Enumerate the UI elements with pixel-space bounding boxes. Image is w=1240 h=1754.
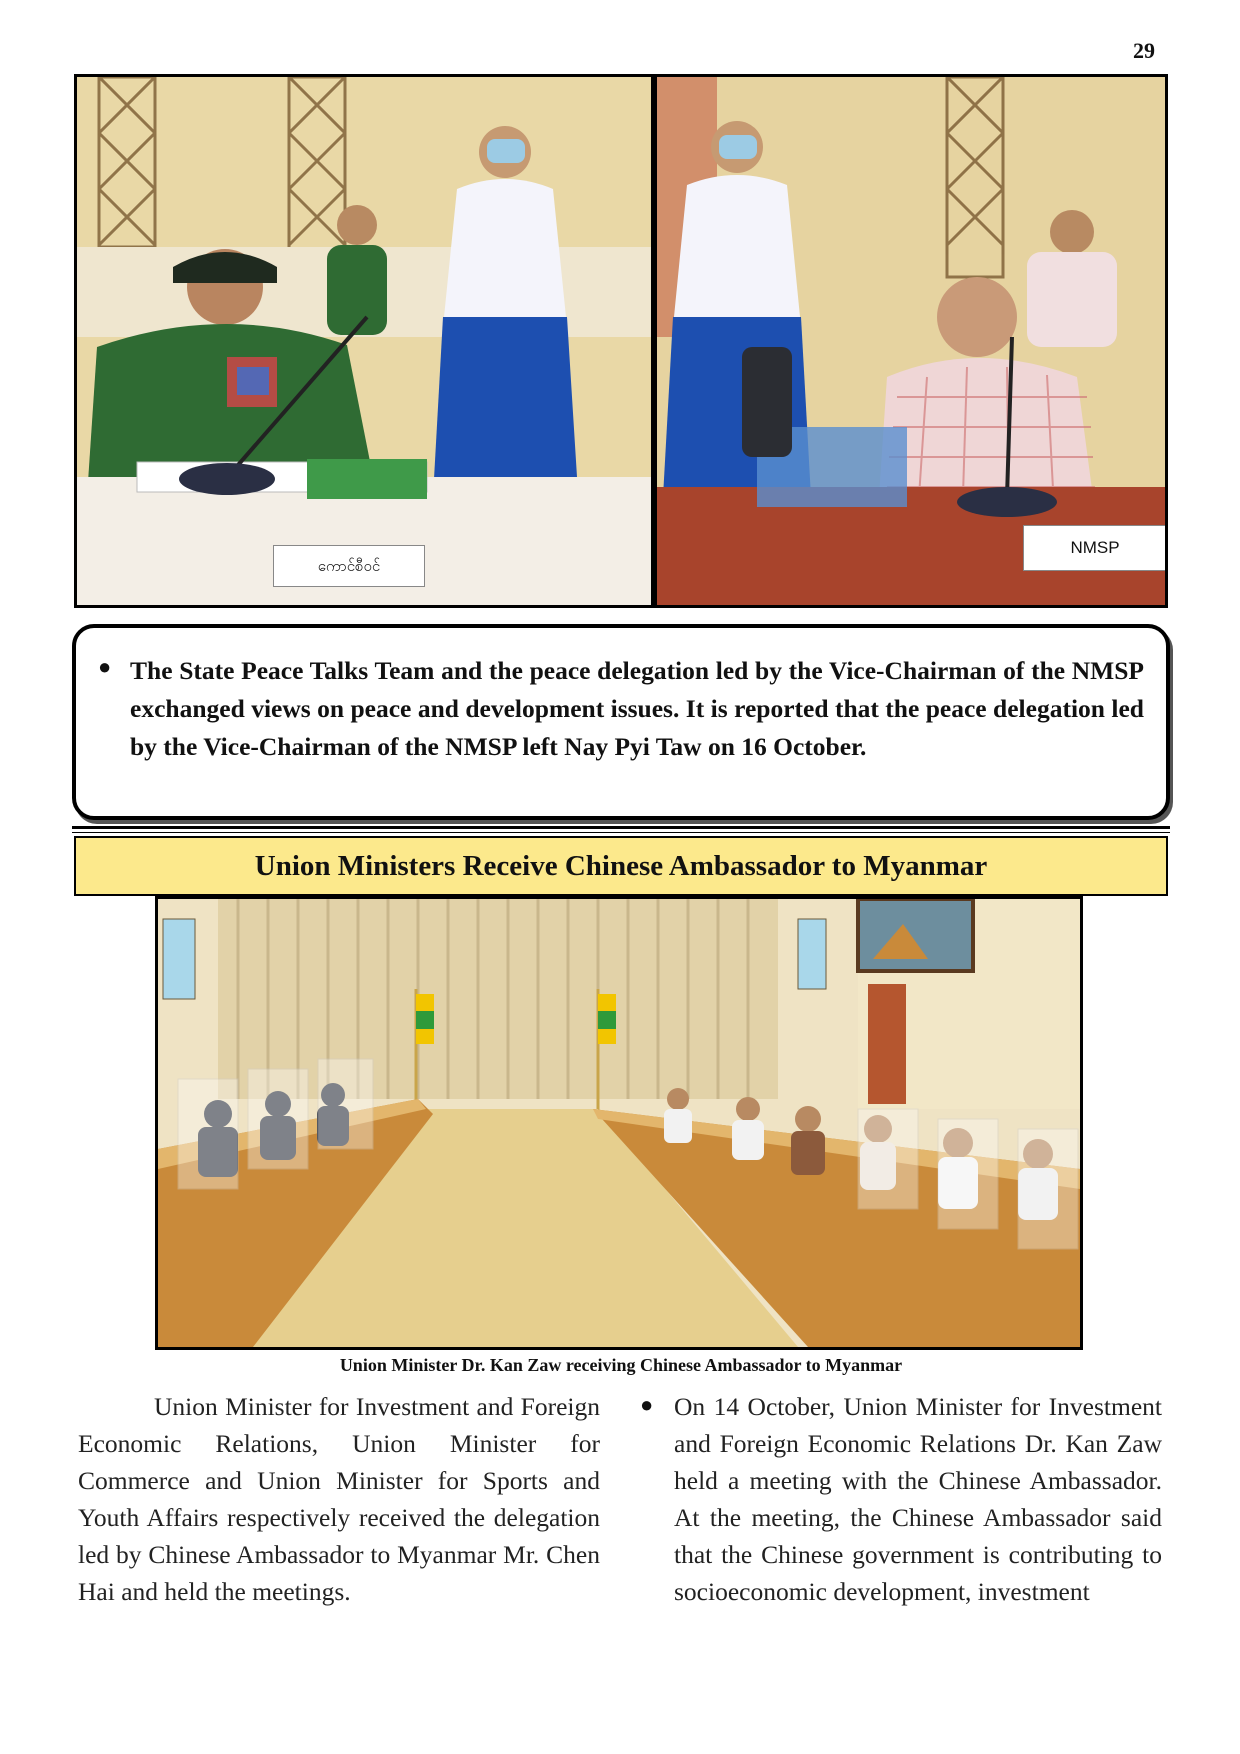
photo-caption: Union Minister Dr. Kan Zaw receiving Chinese Ambassador to Myanmar [339,1355,903,1375]
page-number: 29 [1133,38,1155,63]
photo-meeting-room [155,896,1083,1350]
photo-military-official-signing [77,77,651,605]
article-right-paragraph: On 14 October, Union Minister for Investment and Foreign Economic Relations Dr. Kan Zaw held a meeting with the Chinese Ambassador. At the meeting, the Chinese Ambassador said that the Chinese government is contributing to socioeconomic development, investment [674,1392,1162,1606]
nameplate-left: ကောင်စီဝင် [273,545,425,587]
divider-thin [72,832,1170,833]
top-photo-strip [74,74,1168,608]
photo-nmsp-vice-chairman-signing [657,77,1165,605]
nameplate-right: NMSP [1023,525,1165,571]
article-left-paragraph: Union Minister for Investment and Foreign Economic Relations, Union Minister for Commerce and Union Minister for Sports and Youth Affairs respectively received the delegation led by Chinese Ambassador to Myanmar Mr. Chen Hai and held the meetings. [78,1392,600,1606]
bullet-icon: ● [98,654,112,679]
highlight-caption-box [72,624,1170,820]
bullet-icon: ● [640,1392,654,1417]
caption-text: The State Peace Talks Team and the peace delegation led by the Vice-Chairman of the NMSP exchanged views on peace and development issues. It is reported that the peace delegation led by the Vice-Chairman of the NMSP left Nay Pyi Taw on 16 October. [130,656,1144,761]
divider-thick [72,826,1170,829]
section-title: Union Ministers Receive Chinese Ambassador to Myanmar [74,836,1168,896]
